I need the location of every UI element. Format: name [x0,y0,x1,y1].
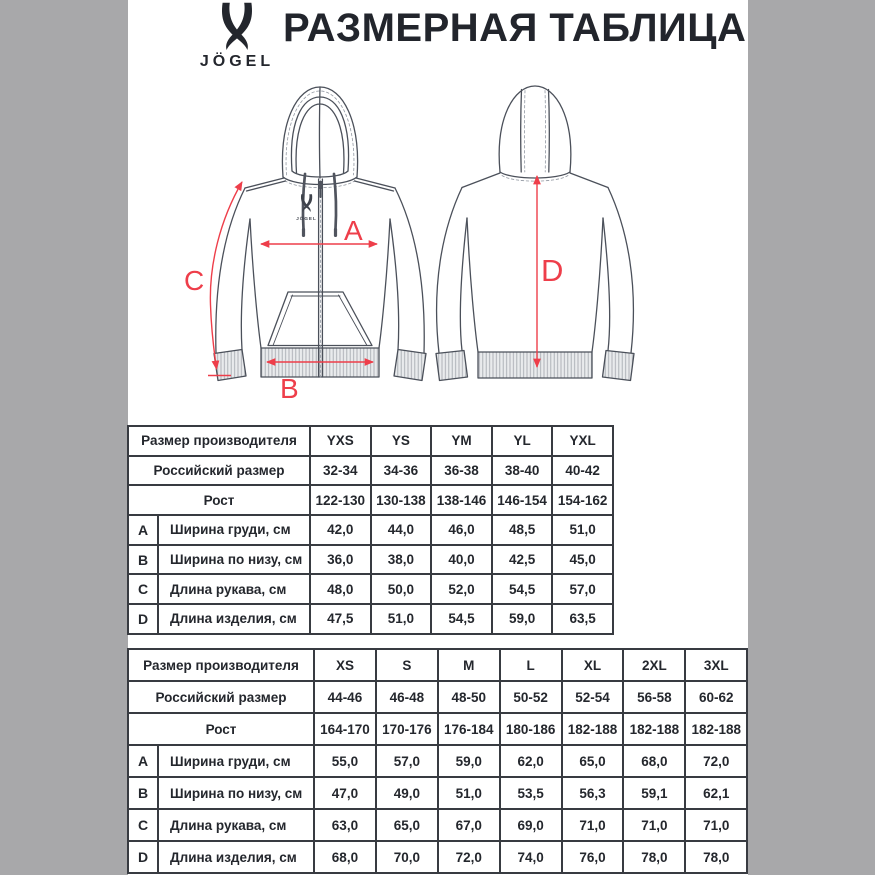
torso-front [250,219,390,377]
row-label: Российский размер [128,681,314,713]
value-cell: 50,0 [371,574,432,604]
value-cell: 52,0 [431,574,492,604]
torso-back [467,218,603,378]
measure-row [128,545,613,575]
size-cell: M [438,649,500,681]
size-cell: 3XL [685,649,747,681]
label-c: C [184,265,205,296]
size-cell: XS [314,649,376,681]
measure-letter: B [128,545,158,575]
size-cell: L [500,649,562,681]
size-cell: 182-188 [562,713,624,745]
value-cell: 40,0 [431,545,492,575]
value-cell: 63,5 [552,604,613,634]
value-cell: 59,0 [438,745,500,777]
value-cell: 55,0 [314,745,376,777]
size-cell: YS [371,426,432,456]
value-cell: 54,5 [492,574,553,604]
value-cell: 48,5 [492,515,553,545]
hoodie-front-view [214,87,426,381]
size-cell: 138-146 [431,485,492,515]
size-cell: 52-54 [562,681,624,713]
size-cell: 182-188 [623,713,685,745]
value-cell: 72,0 [438,841,500,873]
size-cell: 170-176 [376,713,438,745]
value-cell: 45,0 [552,545,613,575]
value-cell: 51,0 [371,604,432,634]
size-cell: YL [492,426,553,456]
value-cell: 71,0 [562,809,624,841]
row-label: Размер производителя [128,426,310,456]
measure-label: Ширина груди, см [158,515,310,545]
page-title: РАЗМЕРНАЯ ТАБЛИЦА [283,6,747,50]
measure-label: Ширина по низу, см [158,545,310,575]
value-cell: 72,0 [685,745,747,777]
value-cell: 56,3 [562,777,624,809]
hood-back [499,86,571,181]
value-cell: 59,1 [623,777,685,809]
measure-row [128,745,747,777]
hood-front [282,87,357,188]
value-cell: 70,0 [376,841,438,873]
arrow-c-sleeve-length [210,182,242,369]
size-cell: 146-154 [492,485,553,515]
label-a: A [344,215,363,246]
size-cell: 44-46 [314,681,376,713]
size-cell: 176-184 [438,713,500,745]
value-cell: 74,0 [500,841,562,873]
chest-logo-text: JÖGEL [296,216,317,221]
size-cell: 182-188 [685,713,747,745]
size-cell: 48-50 [438,681,500,713]
size-cell: 122-130 [310,485,371,515]
value-cell: 36,0 [310,545,371,575]
kangaroo-pocket [268,292,372,346]
value-cell: 69,0 [500,809,562,841]
measure-row [128,574,613,604]
measure-row [128,809,747,841]
value-cell: 71,0 [685,809,747,841]
header-row [128,649,747,681]
size-cell: 2XL [623,649,685,681]
measure-letter: D [128,604,158,634]
header-row [128,485,613,515]
value-cell: 65,0 [562,745,624,777]
size-cell: 50-52 [500,681,562,713]
size-cell: YM [431,426,492,456]
value-cell: 71,0 [623,809,685,841]
header-row [128,456,613,486]
zipper [318,179,323,377]
value-cell: 48,0 [310,574,371,604]
label-d: D [541,253,564,288]
measure-label: Длина изделия, см [158,604,310,634]
value-cell: 42,0 [310,515,371,545]
value-cell: 67,0 [438,809,500,841]
measure-letter: D [128,841,158,873]
size-cell: S [376,649,438,681]
value-cell: 57,0 [552,574,613,604]
measure-letter: C [128,574,158,604]
size-cell: 40-42 [552,456,613,486]
value-cell: 53,5 [500,777,562,809]
size-cell: 130-138 [371,485,432,515]
value-cell: 57,0 [376,745,438,777]
garment-diagrams [128,80,748,410]
measure-row [128,515,613,545]
row-label: Размер производителя [128,649,314,681]
size-cell: XL [562,649,624,681]
row-label: Рост [128,713,314,745]
value-cell: 51,0 [552,515,613,545]
value-cell: 78,0 [685,841,747,873]
value-cell: 49,0 [376,777,438,809]
size-cell: 46-48 [376,681,438,713]
sleeves-back [436,173,634,381]
value-cell: 68,0 [623,745,685,777]
label-b: B [280,373,299,404]
header-row [128,426,613,456]
measure-label: Длина рукава, см [158,809,314,841]
value-cell: 44,0 [371,515,432,545]
measure-letter: A [128,515,158,545]
row-label: Рост [128,485,310,515]
header-row [128,713,747,745]
size-cell: YXL [552,426,613,456]
adult-size-table [127,648,748,874]
value-cell: 51,0 [438,777,500,809]
size-cell: 36-38 [431,456,492,486]
value-cell: 65,0 [376,809,438,841]
value-cell: 47,5 [310,604,371,634]
value-cell: 62,0 [500,745,562,777]
size-cell: 56-58 [623,681,685,713]
measure-row [128,777,747,809]
brand-logo [185,2,289,71]
hoodie-back-view [436,86,634,381]
header-row [128,681,747,713]
value-cell: 62,1 [685,777,747,809]
value-cell: 47,0 [314,777,376,809]
size-cell: 34-36 [371,456,432,486]
size-cell: 60-62 [685,681,747,713]
size-cell: 180-186 [500,713,562,745]
size-cell: 164-170 [314,713,376,745]
measure-label: Длина изделия, см [158,841,314,873]
value-cell: 46,0 [431,515,492,545]
value-cell: 76,0 [562,841,624,873]
size-cell: 154-162 [552,485,613,515]
value-cell: 78,0 [623,841,685,873]
value-cell: 38,0 [371,545,432,575]
jogel-logo-icon [211,2,263,50]
measure-label: Длина рукава, см [158,574,310,604]
measure-row [128,604,613,634]
value-cell: 63,0 [314,809,376,841]
measure-letter: A [128,745,158,777]
size-cell: YXS [310,426,371,456]
value-cell: 42,5 [492,545,553,575]
size-chart-sheet [128,0,748,875]
value-cell: 59,0 [492,604,553,634]
brand-name: JÖGEL [199,53,275,70]
youth-size-table [127,425,614,635]
measure-label: Ширина груди, см [158,745,314,777]
measure-letter: C [128,809,158,841]
size-cell: 38-40 [492,456,553,486]
chest-logo [296,194,317,221]
value-cell: 68,0 [314,841,376,873]
measure-letter: B [128,777,158,809]
size-cell: 32-34 [310,456,371,486]
row-label: Российский размер [128,456,310,486]
value-cell: 54,5 [431,604,492,634]
measure-label: Ширина по низу, см [158,777,314,809]
measure-row [128,841,747,873]
